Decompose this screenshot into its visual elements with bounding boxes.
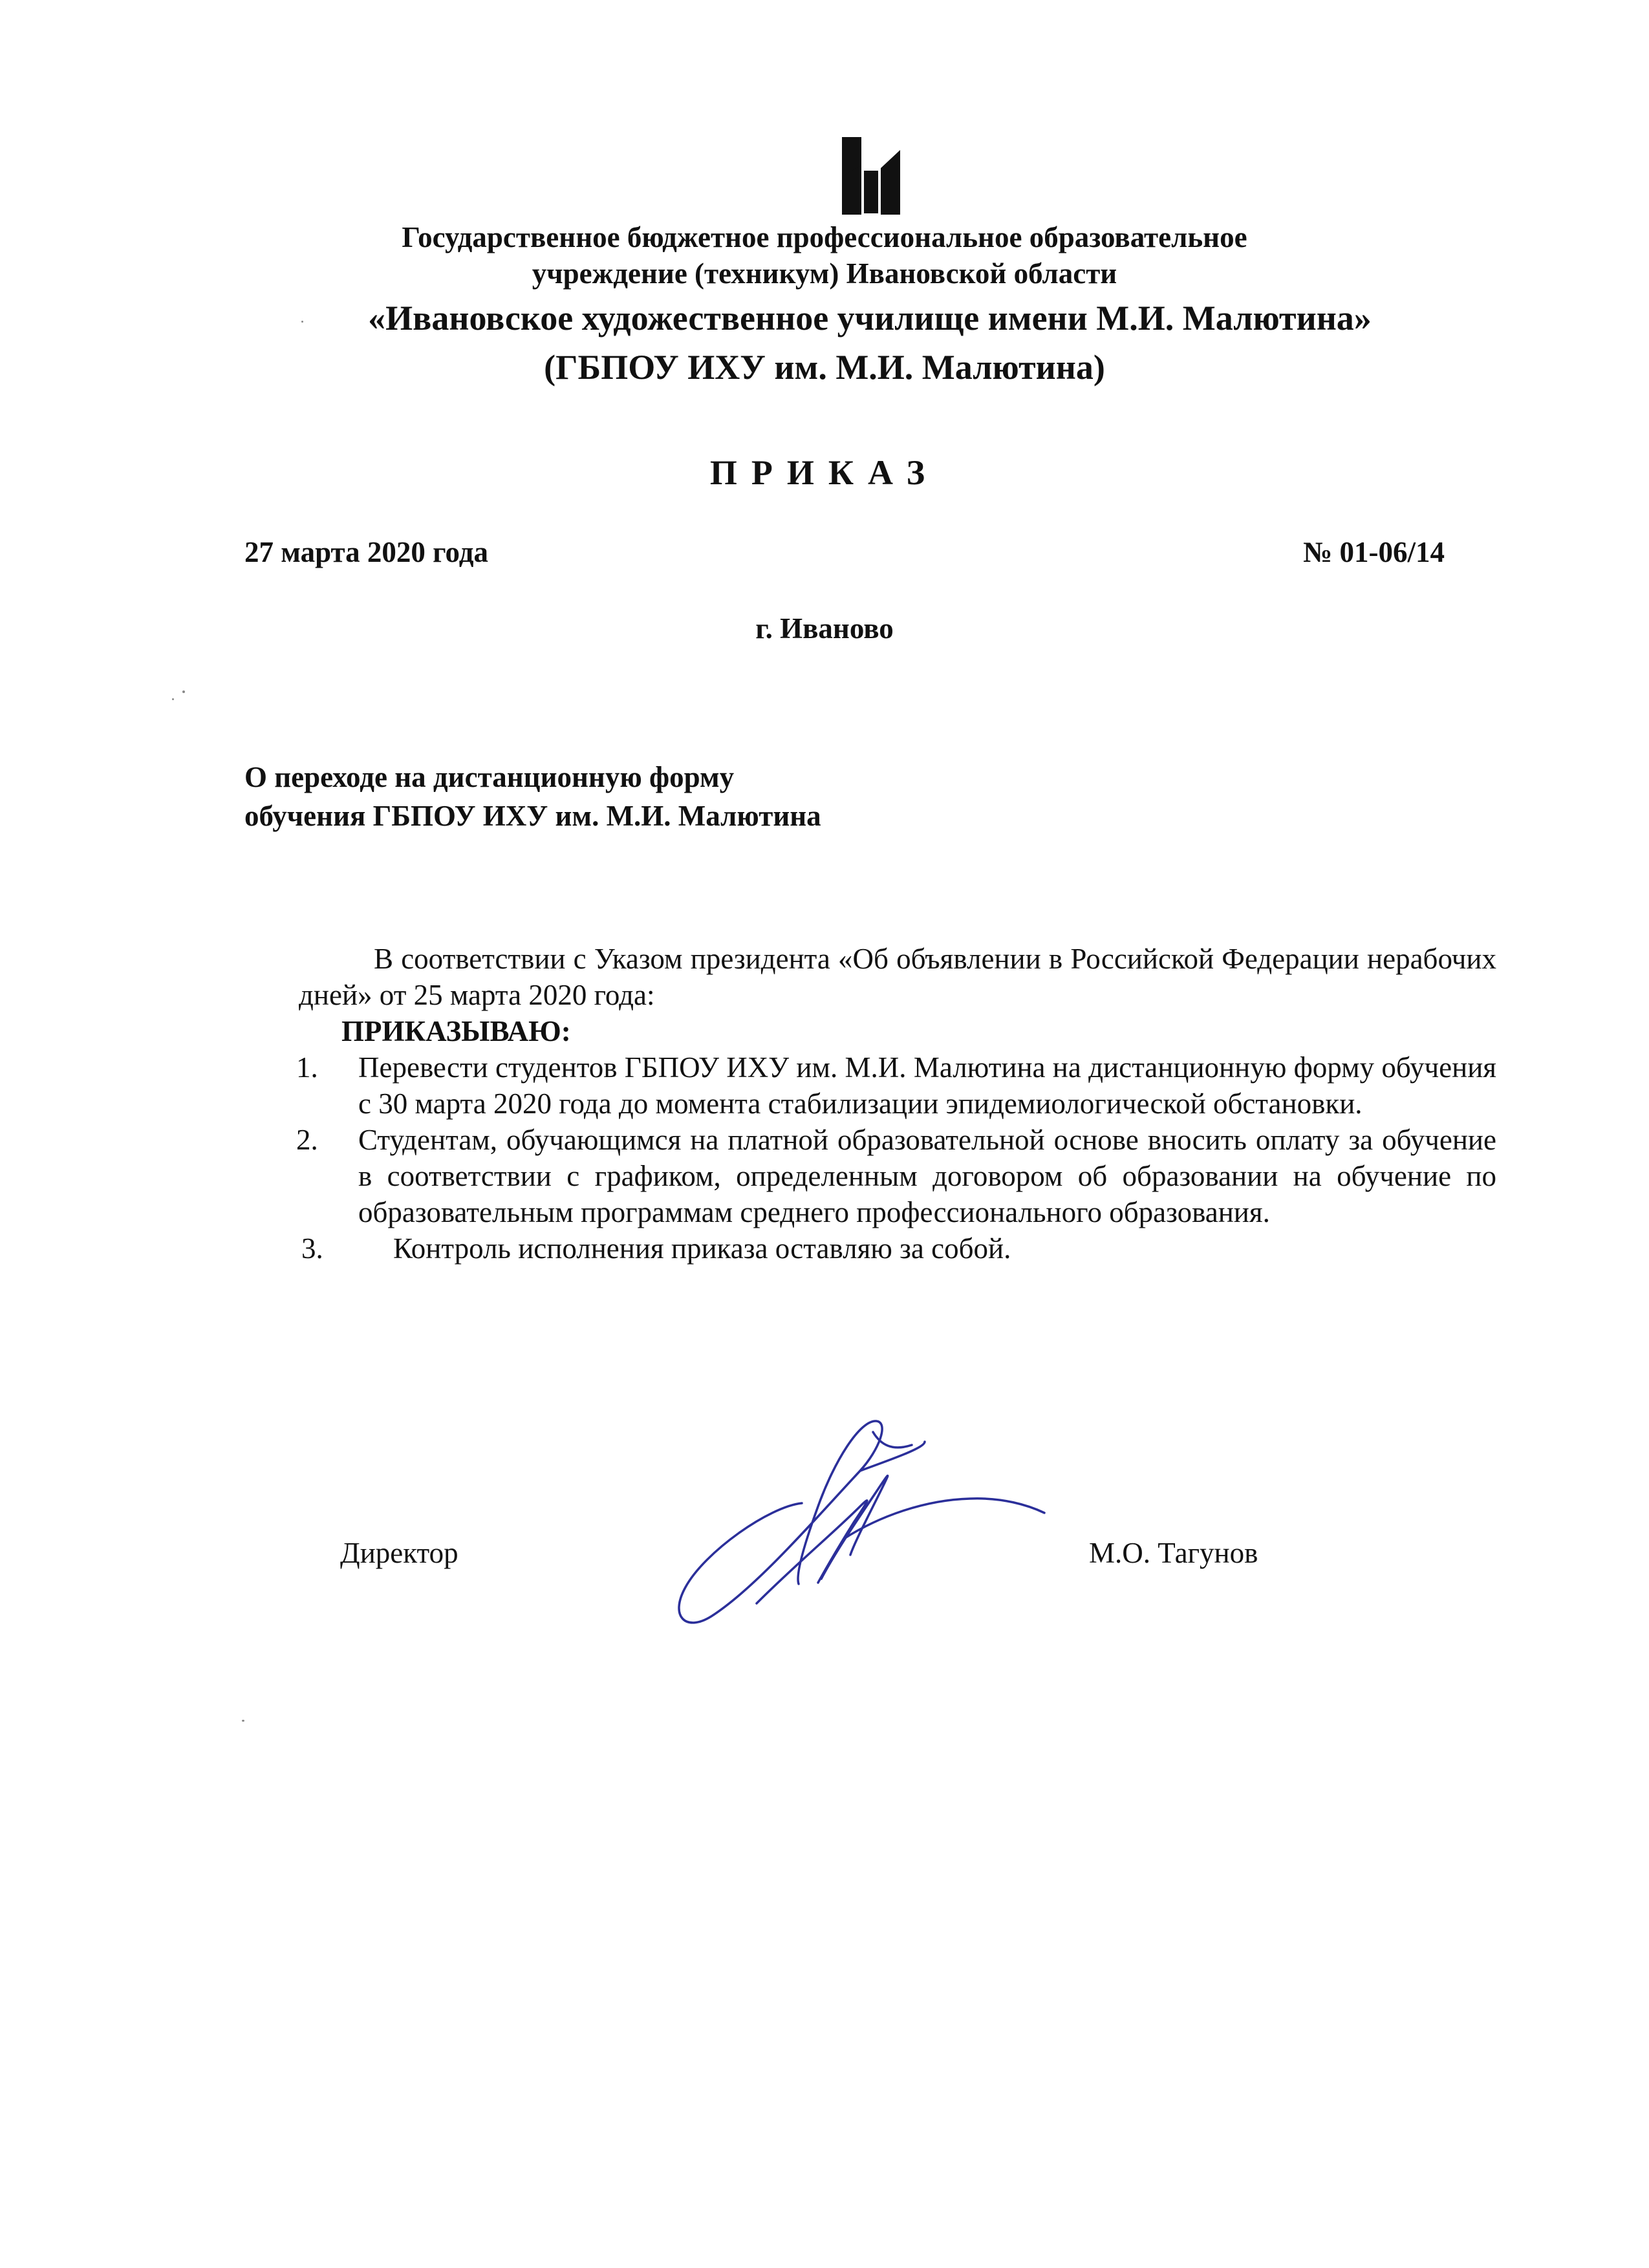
order-item-text: Перевести студентов ГБПОУ ИХУ им. М.И. Малютина на дистанционную форму обучения с 30 марта 2020 года до момента стабилизации эпидемиологической обстановки. [358, 1051, 1496, 1120]
document-type-title: ПРИКАЗ [709, 453, 940, 492]
order-item [299, 1230, 1496, 1267]
document-date: 27 марта 2020 года [244, 536, 488, 568]
subject-line1: О переходе на дистанционную форму [244, 761, 735, 793]
org-name-line1: Государственное бюджетное профессиональное образовательное [402, 221, 1247, 253]
scan-speck [182, 690, 185, 693]
org-name-line2: учреждение (техникум) Ивановской области [532, 257, 1117, 290]
order-item [296, 1122, 1496, 1230]
order-item-number: 1. [296, 1051, 318, 1084]
order-word: ПРИКАЗЫВАЮ: [341, 1015, 571, 1047]
scan-speck [301, 321, 303, 323]
scan-speck [242, 1720, 244, 1722]
order-item-text: Контроль исполнения приказа оставляю за собой. [393, 1232, 1011, 1265]
subject-line2: обучения ГБПОУ ИХУ им. М.И. Малютина [244, 800, 821, 832]
intro-paragraph: В соответствии с Указом президента «Об объявлении в Российской Федерации нерабочих дней» от 25 марта 2020 года: [299, 943, 1496, 1011]
org-abbreviation: (ГБПОУ ИХУ им. М.И. Малютина) [544, 348, 1105, 387]
document-number: № 01-06/14 [1303, 536, 1445, 568]
signatory-name: М.О. Тагунов [1089, 1537, 1258, 1569]
org-name-line3: «Ивановское художественное училище имени М.И. Малютина» [368, 299, 1372, 337]
document-subject [244, 758, 821, 835]
order-item-number: 2. [296, 1124, 318, 1156]
order-items-list [296, 1049, 1496, 1267]
school-emblem-icon [842, 137, 900, 215]
scan-speck [172, 698, 174, 700]
handwritten-signature [666, 1409, 1054, 1642]
order-item-number: 3. [301, 1232, 323, 1265]
document-city: г. Иваново [755, 612, 894, 645]
order-item [296, 1049, 1496, 1122]
document-body [296, 941, 1496, 1267]
signatory-role: Директор [340, 1537, 458, 1569]
order-item-text: Студентам, обучающимся на платной образовательной основе вносить оплату за обучение в соответствии с графиком, определенным договором об образовании на обучение по образовательным программам среднего профессионального образования. [358, 1124, 1496, 1228]
